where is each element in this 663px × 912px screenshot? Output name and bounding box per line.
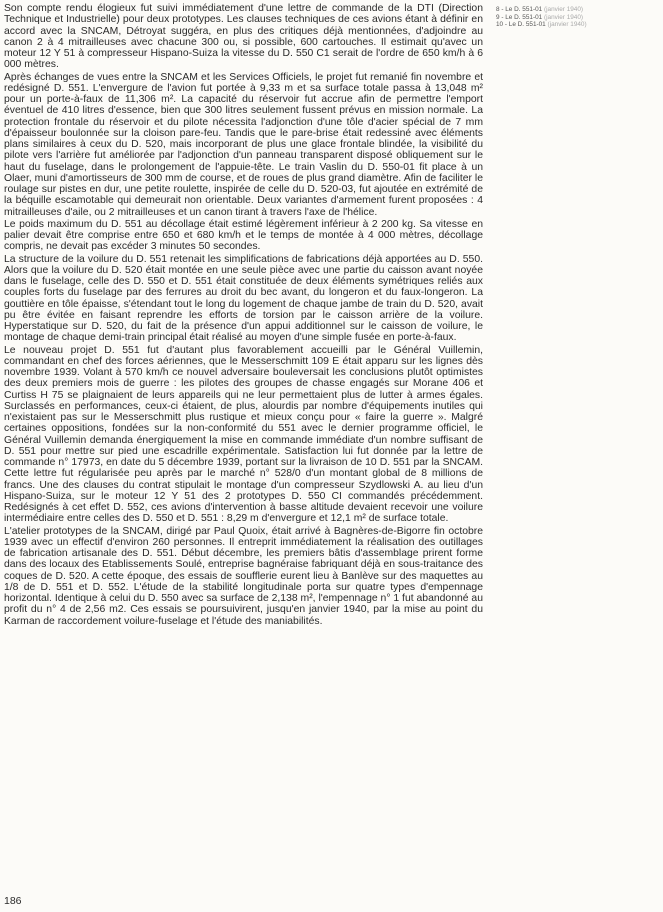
caption-date: (janvier 1940) <box>543 13 584 21</box>
page-number: 186 <box>4 895 22 907</box>
caption-text: 10 - Le D. 551-01 <box>496 21 546 29</box>
caption-8 <box>496 6 661 14</box>
paragraph-4: La structure de la voilure du D. 551 retenait les simplifications de fabrications déjà apportées au D. 550. Alors que la voilure du D. 520 était montée en une seule pièce avec une partie du caisson avant noyée dans le fuselage, celle des D. 550 et D. 551 était constituée de deux éléments symétriques reliés aux couples forts du fuselage par des ferrures au droit du bec avant, du longeron et du faux-longeron. La gouttière en tôle épaisse, s'étendant tout le long du logement de chaque jambe de train du D. 520, avait pu être évitée en faisant reprendre les efforts de torsion par le caisson arrière de la voilure. Hyperstatique sur D. 520, du fait de la présence d'un appui additionnel sur le caisson de voilure, le montage de chaque demi-train principal était réalisé au moyen d'une simple fusée en porte-à-faux. <box>4 253 483 344</box>
caption-9 <box>496 14 661 22</box>
caption-text: 8 - Le D. 551-01 <box>496 6 543 13</box>
caption-date: (janvier 1940) <box>543 6 584 13</box>
caption-text: 9 - Le D. 551-01 <box>496 13 543 21</box>
paragraph-5: Le nouveau projet D. 551 fut d'autant plus favorablement accueilli par le Général Vuillemin, commandant en chef des forces aériennes, que le Messerschmitt 109 E était apparu sur les lignes dès novembre 1939. Volant à 570 km/h ce nouvel adversaire bouleversait les conclusions plutôt optimistes des deux premiers mois de guerre : les pilotes des groupes de chasse engagés sur Morane 406 et Curtiss H 75 se plaignaient de leurs appareils qui ne leur permettaient plus de lutter à armes égales. Surclassés en performances, ceux-ci étaient, de plus, alourdis par nombre d'équipements inutiles qui n'existaient pas sur le Messerschmitt plus rustique et mieux conçu pour « faire la guerre ». Malgré certaines oppositions, fondées sur la non-conformité du 551 avec le dernier programme officiel, le Général Vuillemin demanda énergiquement la mise en commande immédiate d'un nombre suffisant de D. 551 pour mettre sur pied une escadrille expérimentale. Satisfaction lui fut donnée par la lettre de commande n° 17973, en date du 5 décembre 1939, portant sur la livraison de 10 D. 551 par la SNCAM. Cette lettre fut régularisée peu après par le marché n° 528/0 d'un montant global de 8 millions de francs. Une des clauses du contrat stipulait le montage d'un compresseur Szydlowski A. au lieu d'un Hispano-Suiza, sur le moteur 12 Y 51 des 2 prototypes D. 550 CI commandés précédemment. Redésignés à cet effet D. 552, ces avions d'intervention à basse altitude devaient recevoir une voilure intermédiaire entre celles des D. 550 et D. 551 : 8,29 m d'envergure et 12,1 m² de surface totale. <box>4 344 483 525</box>
photo-captions-column <box>496 6 661 29</box>
paragraph-3: Le poids maximum du D. 551 au décollage était estimé légèrement inférieur à 2 200 kg. Sa vitesse en palier devait être comprise entre 650 et 680 km/h et le temps de montée à 4 000 mètres, décollage compris, ne devait pas excéder 3 minutes 50 secondes. <box>4 218 483 253</box>
caption-date: (janvier 1940) <box>547 21 587 29</box>
main-text-column <box>4 3 483 628</box>
paragraph-2: Après échanges de vues entre la SNCAM et les Services Officiels, le projet fut remanié fin novembre et redésigné D. 551. L'envergure de l'avion fut portée à 9,33 m et sa surface totale passa à 13,048 m² pour un porte-à-faux de 11,306 m². La capacité du réservoir fut accrue afin de permettre l'emport éventuel de 410 litres d'essence, bien que 300 litres seulement fussent prévus en mission normale. La protection frontale du réservoir et du pilote nécessita l'adjonction d'une tôle d'acier spécial de 7 mm d'épaisseur boulonnée sur la cloison pare-feu. Tandis que le pare-brise était redessiné avec éléments plans similaires à ceux du D. 520, mais incorporant de plus une glace frontale blindée, la visibilité du pilote vers l'arrière fut améliorée par l'adjonction d'un panneau transparent disposé obliquement sur le haut du fuselage, dans le prolongement de l'appuie-tête. Le train Vaslin du D. 550-01 fit place à un Olaer, muni d'amortisseurs de 300 mm de course, et de roues de plus grand diamètre. Afin de faciliter le roulage sur pistes en dur, une petite roulette, inspirée de celle du D. 520-03, fut ajoutée en extrémité de la béquille escamotable qui demeurait non orientable. Deux variantes d'armement furent proposées : 4 mitrailleuses d'aile, ou 2 mitrailleuses et un canon tirant à travers l'axe de l'hélice. <box>4 71 483 218</box>
paragraph-1: Son compte rendu élogieux fut suivi immédiatement d'une lettre de commande de la DTI (Direction Technique et Industrielle) pour deux prototypes. Les clauses techniques de ces avions étant à définir en accord avec la SNCAM, Détroyat suggéra, en plus des critiques déjà mentionnées, d'adjoindre au canon 2 à 4 mitrailleuses avec chacune 300 ou, si possible, 600 cartouches. Il estimait qu'avec un moteur 12 Y 51 à compresseur Hispano-Suiza la vitesse du D. 550 C1 serait de l'ordre de 650 km/h à 6 000 mètres. <box>4 3 483 71</box>
caption-10 <box>496 21 661 29</box>
paragraph-6: L'atelier prototypes de la SNCAM, dirigé par Paul Quoix, était arrivé à Bagnères-de-Bigorre fin octobre 1939 avec un effectif d'environ 260 personnes. Il entreprit immédiatement la réalisation des outillages de fabrication artisanale des D. 551. Début décembre, les premiers bâtis d'assemblage prirent forme dans des locaux des Etablissements Soulé, entreprise bagnéraise fabriquant déjà en sous-traitance des coques de D. 520. A cette époque, des essais de soufflerie eurent lieu à Banlève sur des maquettes au 1/8 de D. 551 et D. 552. L'étude de la stabilité longitudinale porta sur quatre types d'empennage horizontal. Identique à celui du D. 550 avec sa surface de 2,138 m², l'empennage n° 1 fut abandonné au profit du n° 4 de 2,56 m2. Ces essais se poursuivirent, jusqu'en janvier 1940, par la mise au point du Karman de raccordement voilure-fuselage et l'étude des maniabilités. <box>4 525 483 627</box>
